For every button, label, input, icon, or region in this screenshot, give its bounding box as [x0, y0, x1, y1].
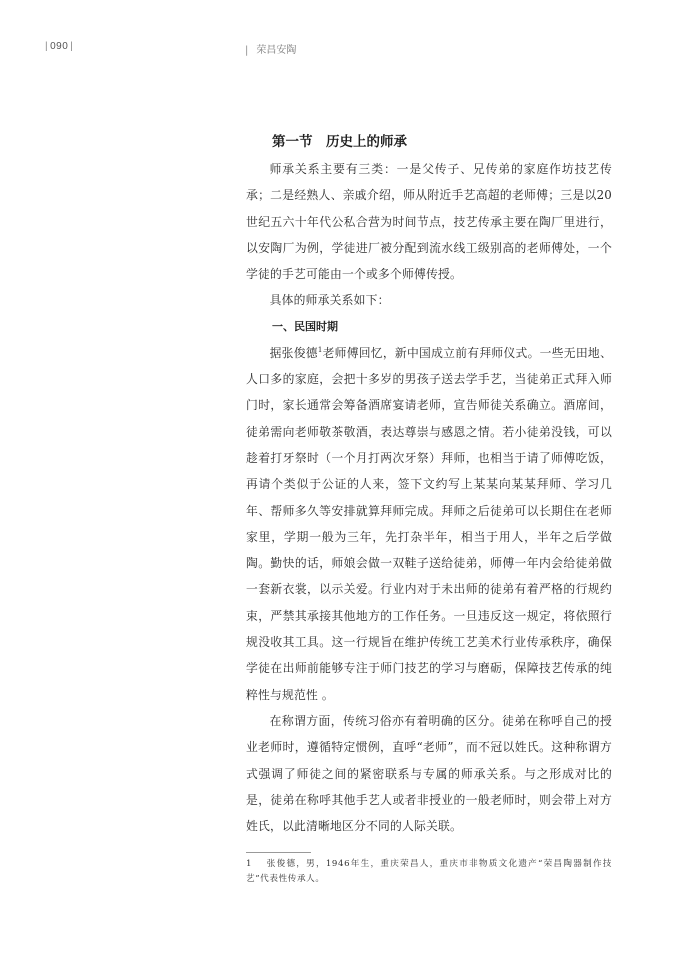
paragraph-apprenticeship — [246, 340, 612, 708]
paragraph-apprenticeship-start: 据张俊德 — [269, 345, 318, 360]
footnote-text: 张俊德，男，1946年生，重庆荣昌人，重庆市非物质文化遗产“荣昌陶器制作技艺”代表性传承人。 — [246, 859, 612, 884]
paragraph-lead: 具体的师承关系如下： — [269, 293, 390, 308]
paragraph-apprenticeship-rest: 老师傅回忆，新中国成立前有拜师仪式。一些无田地、人口多的家庭，会把十多岁的男孩子送去学手艺，当徒弟正式拜入师门时，家长通常会筹备酒席宴请老师，宣告师徒关系确立。酒席间，徒弟需向老师敬茶敬酒，表达尊崇与感恩之情。若小徒弟没钱，可以趁着打牙祭时（一个月打两次牙祭）拜师，也相当于请了师傅吃饭，再请个类似于公证的人来，签下文约写上某某向某某拜师、学习几年、帮师多久等安排就算拜师完成。拜师之后徒弟可以长期住在老师家里，学期一般为三年，先打杂半年，相当于用人，半年之后学做陶。勤快的话，师娘会做一双鞋子送给徒弟，师傅一年内会给徒弟做一套新衣裳，以示关爱。行业内对于未出师的徒弟有着严格的行规约束，严禁其承接其他地方的工作任务。一旦违反这一规定，将依照行规没收其工具。这一行规旨在维护传统工艺美术行业传承秩序，确保学徒在出师前能够专注于师门技艺的学习与磨砺，保障技艺传承的纯粹性与规范性 。 — [246, 345, 612, 702]
footnote-ref: 1 — [317, 345, 323, 354]
footnote-divider — [246, 852, 311, 853]
subheading-republic-era: 一、民国时期 — [272, 319, 338, 333]
main-text — [246, 130, 612, 839]
section-title: 第一节 历史上的师承 — [272, 134, 407, 150]
running-header — [245, 41, 296, 56]
paragraph-forms-of-address: 在称谓方面，传统习俗亦有着明确的区分。徒弟在称呼自己的授业老师时，遵循特定惯例，直呼“老师”，而不冠以姓氏。这种称谓方式强调了师徒之间的紧密联系与专属的师承关系。与之形成对比的是，徒弟在称呼其他手艺人或者非授业的一般老师时，则会带上对方姓氏，以此清晰地区分不同的人际关联。 — [246, 713, 612, 834]
book-title: 荣昌安陶 — [256, 45, 297, 56]
footnote — [246, 857, 612, 887]
paragraph-intro: 师承关系主要有三类：一是父传子、兄传弟的家庭作坊技艺传承；二是经熟人、亲戚介绍，师从附近手艺高超的老师傅；三是以20世纪五六十年代公私合营为时间节点，技艺传承主要在陶厂里进行，以安陶厂为例，学徒进厂被分配到流水线工级别高的老师傅处，一个学徒的手艺可能由一个或多个师傅传授。 — [246, 162, 612, 282]
footnote-number: 1 — [246, 859, 253, 869]
page-number-text: 090 — [50, 41, 69, 52]
page-number — [43, 41, 75, 52]
page-number-bar-left: | — [45, 41, 49, 52]
running-header-bar: | — [245, 45, 249, 56]
page-number-bar-right: | — [70, 41, 74, 52]
